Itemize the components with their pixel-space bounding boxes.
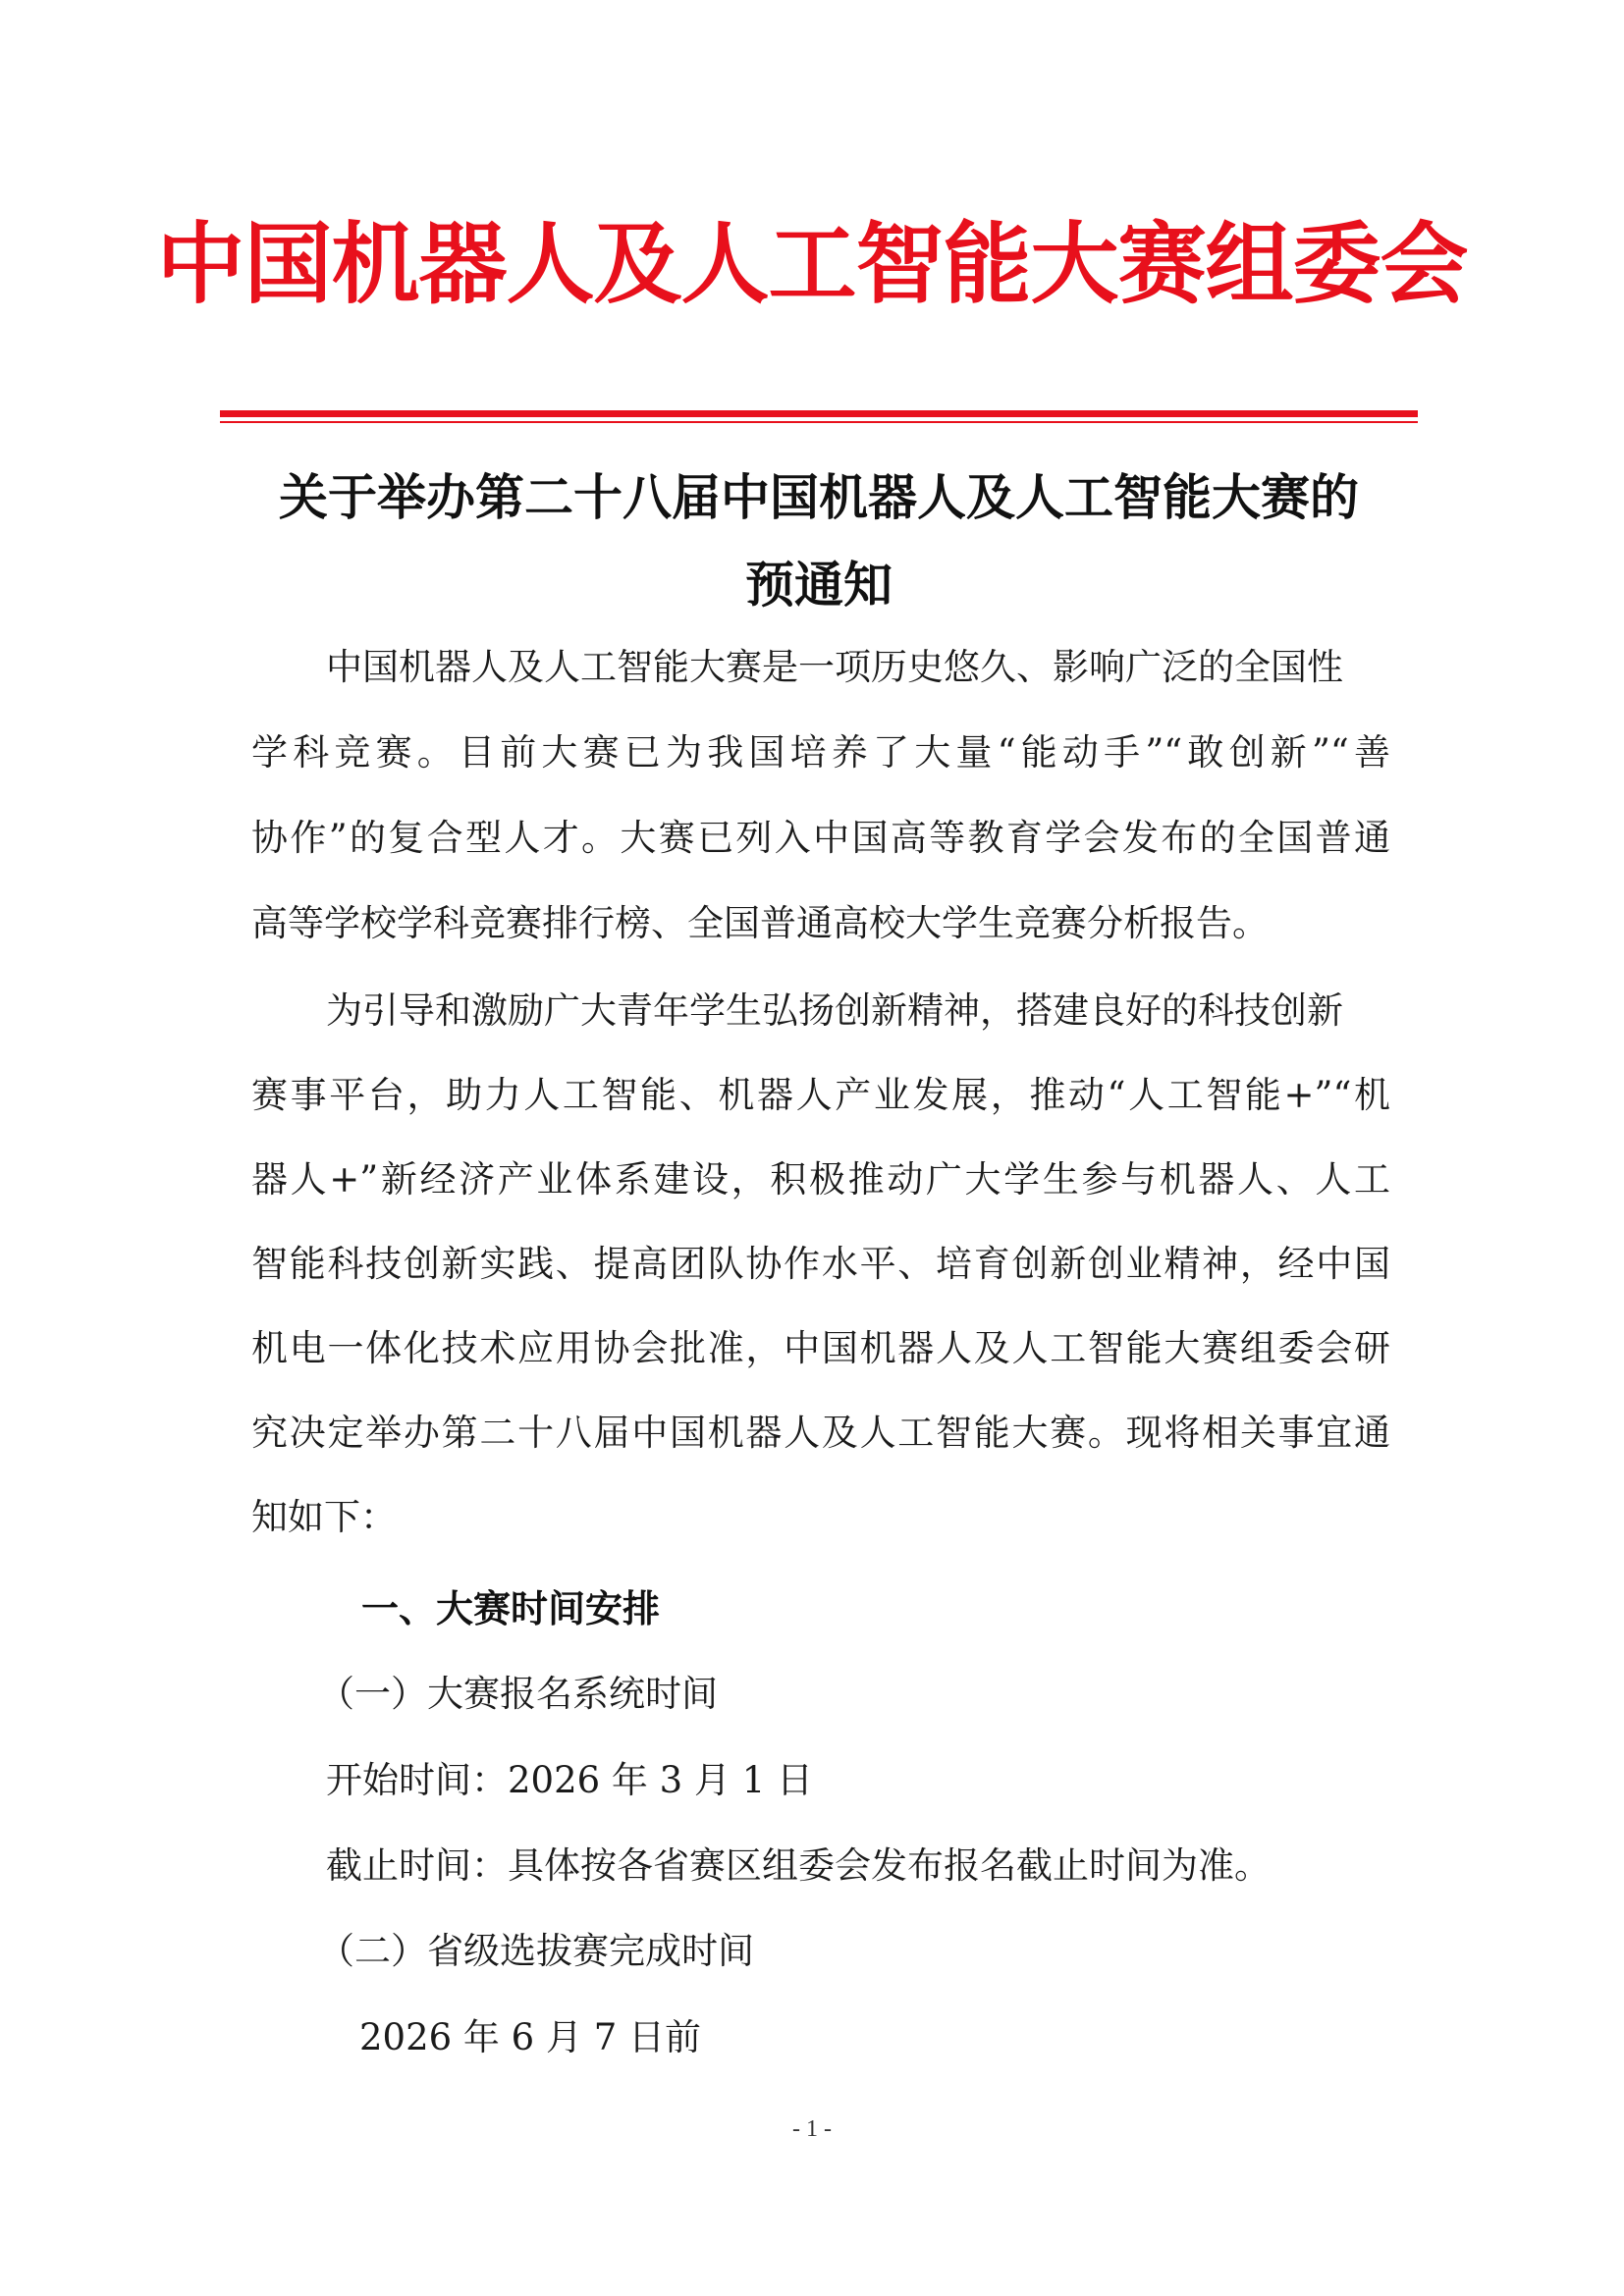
paragraph-1-line: 中国机器人及人工智能大赛是一项历史悠久、影响广泛的全国性 — [326, 646, 1343, 688]
provincial-deadline: 2026 年 6 月 7 日前 — [359, 2016, 702, 2058]
paragraph-1-line: 学科竞赛。目前大赛已为我国培养了大量“能动手”“敢创新”“善 — [251, 731, 1390, 774]
letterhead-rule-thick — [220, 410, 1418, 417]
paragraph-2-line: 机电一体化技术应用协会批准，中国机器人及人工智能大赛组委会研 — [251, 1327, 1390, 1369]
letterhead-rule-thin — [220, 421, 1418, 423]
paragraph-2-line: 为引导和激励广大青年学生弘扬创新精神，搭建良好的科技创新 — [326, 989, 1343, 1032]
paragraph-2-line: 赛事平台，助力人工智能、机器人产业发展，推动“人工智能+”“机 — [251, 1074, 1390, 1116]
paragraph-1-line: 高等学校学科竞赛排行榜、全国普通高校大学生竞赛分析报告。 — [251, 902, 1269, 944]
paragraph-2-line: 究决定举办第二十八届中国机器人及人工智能大赛。现将相关事宜通 — [251, 1412, 1390, 1454]
registration-start-time: 开始时间：2026 年 3 月 1 日 — [326, 1759, 814, 1801]
paragraph-1-line: 协作”的复合型人才。大赛已列入中国高等教育学会发布的全国普通 — [251, 817, 1390, 859]
registration-end-time: 截止时间：具体按各省赛区组委会发布报名截止时间为准。 — [326, 1844, 1271, 1887]
subsection-2-heading: （二）省级选拔赛完成时间 — [318, 1930, 754, 1972]
paragraph-2-line: 智能科技创新实践、提高团队协作水平、培育创新创业精神，经中国 — [251, 1243, 1390, 1285]
paragraph-2-line: 知如下： — [251, 1496, 397, 1538]
document-title-line-2: 预通知 — [745, 556, 893, 614]
org-letterhead: 中国机器人及人工智能大赛组委会 — [156, 213, 1468, 316]
section-1-heading: 一、大赛时间安排 — [361, 1586, 661, 1630]
document-title-line-1: 关于举办第二十八届中国机器人及人工智能大赛的 — [279, 468, 1359, 526]
paragraph-2-line: 器人+”新经济产业体系建设，积极推动广大学生参与机器人、人工 — [251, 1158, 1390, 1201]
page-number: - 1 - — [792, 2116, 832, 2142]
subsection-1-heading: （一）大赛报名系统时间 — [318, 1673, 718, 1715]
